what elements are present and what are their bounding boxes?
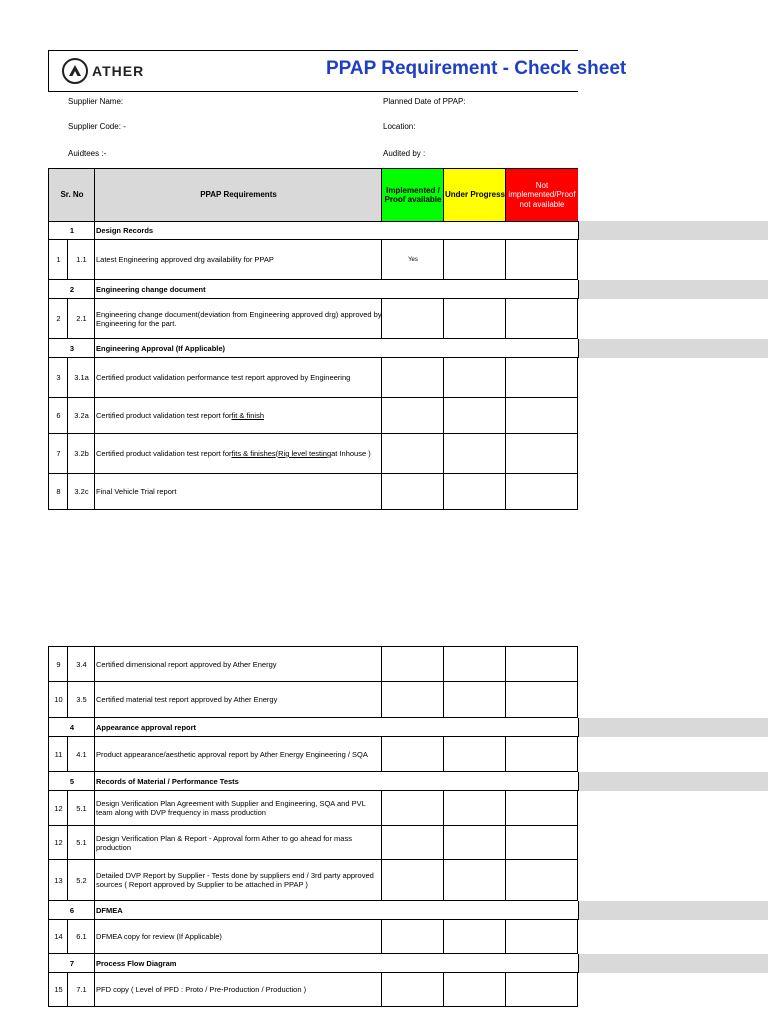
implemented-cell[interactable] — [381, 737, 444, 772]
row-number: 13 — [48, 860, 68, 901]
under-progress-cell[interactable] — [443, 434, 506, 474]
row-number: 7 — [48, 434, 68, 474]
table-row — [48, 826, 768, 860]
row-number: 3 — [48, 358, 68, 398]
implemented-cell[interactable] — [381, 474, 444, 510]
col-header-under-progress: Under Progress — [443, 168, 506, 222]
implemented-cell[interactable] — [381, 826, 444, 860]
not-implemented-cell[interactable] — [505, 920, 578, 954]
implemented-cell[interactable] — [381, 646, 444, 682]
row-number: 2 — [48, 299, 68, 339]
section-title: Records of Material / Performance Tests — [94, 772, 579, 791]
section-row — [48, 901, 768, 920]
planned-date-label: Planned Date of PPAP: — [383, 97, 466, 106]
row-number: 8 — [48, 474, 68, 510]
col-header-implemented: Implemented / Proof available — [381, 168, 444, 222]
implemented-cell[interactable] — [381, 920, 444, 954]
supplier-code-label: Supplier Code: - — [68, 122, 126, 131]
table-row — [48, 240, 768, 280]
table-row — [48, 474, 768, 510]
table-row — [48, 920, 768, 954]
row-number: 1 — [48, 240, 68, 280]
under-progress-cell[interactable] — [443, 860, 506, 901]
section-title: Engineering change document — [94, 280, 579, 299]
requirement-text: Certified product validation test report for fits & finishes ( Rig level testing at Inhouse ) — [94, 434, 382, 474]
under-progress-cell[interactable] — [443, 646, 506, 682]
table-row — [48, 398, 768, 434]
row-number: 10 — [48, 682, 68, 718]
row-code: 7.1 — [67, 973, 95, 1007]
table-row — [48, 737, 768, 772]
row-code: 3.2c — [67, 474, 95, 510]
section-code: 7 — [48, 954, 95, 973]
table-row — [48, 682, 768, 718]
row-number: 11 — [48, 737, 68, 772]
section-title: Design Records — [94, 221, 579, 240]
section-code: 2 — [48, 280, 95, 299]
requirement-text: DFMEA copy for review (If Applicable) — [94, 920, 382, 954]
not-implemented-cell[interactable] — [505, 826, 578, 860]
under-progress-cell[interactable] — [443, 920, 506, 954]
under-progress-cell[interactable] — [443, 474, 506, 510]
implemented-cell[interactable] — [381, 682, 444, 718]
col-header-sr-no: Sr. No — [48, 168, 95, 222]
ather-logo-icon — [62, 58, 88, 84]
not-implemented-cell[interactable] — [505, 240, 578, 280]
row-code: 2.1 — [67, 299, 95, 339]
not-implemented-cell[interactable] — [505, 358, 578, 398]
requirement-text: Certified dimensional report approved by Ather Energy — [94, 646, 382, 682]
row-code: 3.5 — [67, 682, 95, 718]
section-title: Process Flow Diagram — [94, 954, 579, 973]
table-row — [48, 434, 768, 474]
under-progress-cell[interactable] — [443, 358, 506, 398]
under-progress-cell[interactable] — [443, 398, 506, 434]
table-row — [48, 646, 768, 682]
not-implemented-cell[interactable] — [505, 791, 578, 826]
section-row — [48, 221, 768, 240]
row-code: 3.2a — [67, 398, 95, 434]
section-row — [48, 954, 768, 973]
col-header-not-implemented: Not implemented/Proof not available — [505, 168, 578, 222]
row-code: 3.4 — [67, 646, 95, 682]
not-implemented-cell[interactable] — [505, 682, 578, 718]
section-code: 4 — [48, 718, 95, 737]
row-code: 5.1 — [67, 791, 95, 826]
implemented-cell[interactable] — [381, 358, 444, 398]
implemented-cell[interactable] — [381, 791, 444, 826]
row-code: 5.2 — [67, 860, 95, 901]
under-progress-cell[interactable] — [443, 737, 506, 772]
row-number: 9 — [48, 646, 68, 682]
row-code: 1.1 — [67, 240, 95, 280]
requirement-text: Final Vehicle Trial report — [94, 474, 382, 510]
section-row — [48, 280, 768, 299]
table-row — [48, 299, 768, 339]
under-progress-cell[interactable] — [443, 682, 506, 718]
implemented-cell[interactable] — [381, 434, 444, 474]
row-number: 12 — [48, 791, 68, 826]
not-implemented-cell[interactable] — [505, 646, 578, 682]
auditees-label: Auidtees :- — [68, 149, 107, 158]
table-row — [48, 860, 768, 901]
row-code: 3.2b — [67, 434, 95, 474]
implemented-cell[interactable] — [381, 973, 444, 1007]
section-title: Appearance approval report — [94, 718, 579, 737]
implemented-cell[interactable] — [381, 299, 444, 339]
requirement-text: Design Verification Plan Agreement with Supplier and Engineering, SQA and PVL team along with DVP frequency in mass production — [94, 791, 382, 826]
not-implemented-cell[interactable] — [505, 737, 578, 772]
row-number: 6 — [48, 398, 68, 434]
not-implemented-cell[interactable] — [505, 398, 578, 434]
audited-by-label: Audited by : — [383, 149, 426, 158]
table-row — [48, 791, 768, 826]
section-title: DFMEA — [94, 901, 579, 920]
row-code: 6.1 — [67, 920, 95, 954]
col-header-requirements: PPAP Requirements — [94, 168, 382, 222]
section-row — [48, 772, 768, 791]
section-row — [48, 339, 768, 358]
table-row — [48, 358, 768, 398]
under-progress-cell[interactable] — [443, 299, 506, 339]
row-number: 15 — [48, 973, 68, 1007]
not-implemented-cell[interactable] — [505, 434, 578, 474]
table-row — [48, 973, 768, 1007]
row-code: 3.1a — [67, 358, 95, 398]
not-implemented-cell[interactable] — [505, 973, 578, 1007]
requirement-text: Certified material test report approved by Ather Energy — [94, 682, 382, 718]
not-implemented-cell[interactable] — [505, 860, 578, 901]
requirement-text: Product appearance/aesthetic approval report by Ather Energy Engineering / SQA — [94, 737, 382, 772]
supplier-name-label: Supplier Name: — [68, 97, 124, 106]
under-progress-cell[interactable] — [443, 826, 506, 860]
requirement-text: Certified product validation performance test report approved by Engineering — [94, 358, 382, 398]
not-implemented-cell[interactable] — [505, 299, 578, 339]
row-number: 14 — [48, 920, 68, 954]
implemented-cell[interactable] — [381, 860, 444, 901]
location-label: Location: — [383, 122, 416, 131]
requirement-text: Detailed DVP Report by Supplier - Tests done by suppliers end / 3rd party approved sources ( Report approved by Supplier to be attached in PPAP ) — [94, 860, 382, 901]
section-row — [48, 718, 768, 737]
requirement-text: Certified product validation test report for fit & finish — [94, 398, 382, 434]
implemented-cell[interactable]: Yes — [381, 240, 444, 280]
under-progress-cell[interactable] — [443, 791, 506, 826]
not-implemented-cell[interactable] — [505, 474, 578, 510]
row-code: 5.1 — [67, 826, 95, 860]
section-code: 6 — [48, 901, 95, 920]
under-progress-cell[interactable] — [443, 240, 506, 280]
section-code: 1 — [48, 221, 95, 240]
requirement-text: Latest Engineering approved drg availability for PPAP — [94, 240, 382, 280]
section-title: Engineering Approval (If Applicable) — [94, 339, 579, 358]
implemented-cell[interactable] — [381, 398, 444, 434]
brand-name: ATHER — [92, 63, 145, 79]
row-number: 12 — [48, 826, 68, 860]
requirement-text: Engineering change document(deviation from Engineering approved drg) approved by Engineering for the part. — [94, 299, 382, 339]
requirement-text: Design Verification Plan & Report - Approval form Ather to go ahead for mass production — [94, 826, 382, 860]
page-title: PPAP Requirement - Check sheet — [326, 58, 627, 79]
row-code: 4.1 — [67, 737, 95, 772]
section-code: 3 — [48, 339, 95, 358]
requirement-text: PFD copy ( Level of PFD : Proto / Pre-Production / Production ) — [94, 973, 382, 1007]
under-progress-cell[interactable] — [443, 973, 506, 1007]
section-code: 5 — [48, 772, 95, 791]
